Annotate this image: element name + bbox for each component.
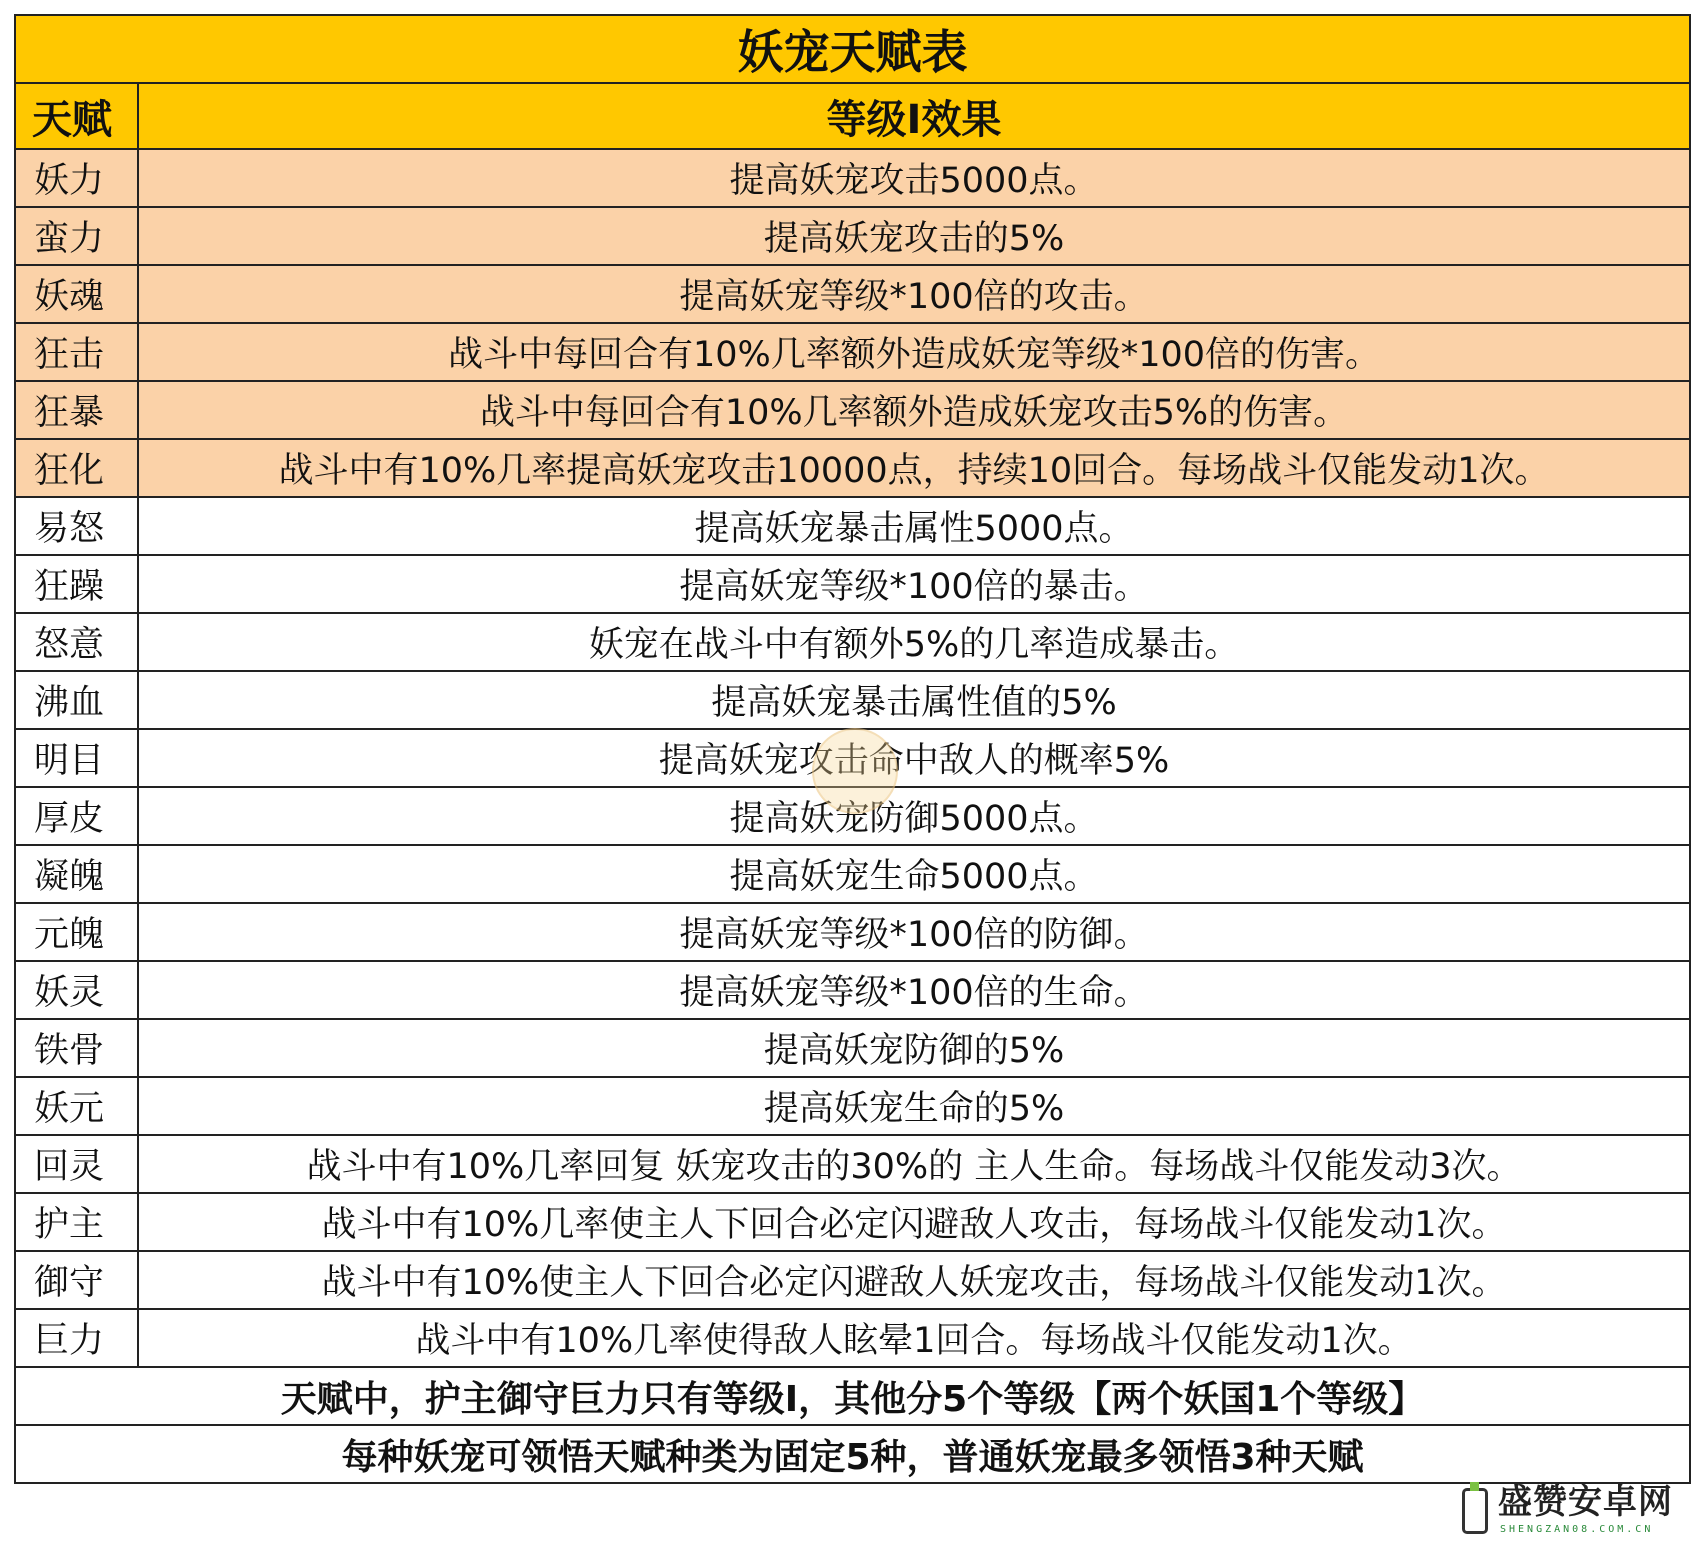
table-row (15, 903, 1690, 961)
table-title: 妖宠天赋表 (15, 15, 1690, 83)
table-row (15, 613, 1690, 671)
talent-name: 回灵 (15, 1135, 138, 1193)
talent-effect: 提高妖宠等级*100倍的防御。 (138, 903, 1690, 961)
talent-effect: 战斗中每回合有10%几率额外造成妖宠等级*100倍的伤害。 (138, 323, 1690, 381)
talent-name: 狂击 (15, 323, 138, 381)
logo-subtext: SHENGZAN08.COM.CN (1500, 1524, 1654, 1535)
table-row (15, 1019, 1690, 1077)
talent-name: 元魄 (15, 903, 138, 961)
table-row (15, 1251, 1690, 1309)
table-note-row (15, 1367, 1690, 1425)
talent-effect: 战斗中有10%几率使主人下回合必定闪避敌人攻击，每场战斗仅能发动1次。 (138, 1193, 1690, 1251)
talent-effect: 战斗中有10%几率回复 妖宠攻击的30%的 主人生命。每场战斗仅能发动3次。 (138, 1135, 1690, 1193)
talent-effect: 提高妖宠生命的5% (138, 1077, 1690, 1135)
table-row (15, 1193, 1690, 1251)
table-title-row (15, 15, 1690, 83)
table-row (15, 149, 1690, 207)
talent-effect: 提高妖宠攻击的5% (138, 207, 1690, 265)
talent-effect: 战斗中有10%几率使得敌人眩晕1回合。每场战斗仅能发动1次。 (138, 1309, 1690, 1367)
table-header-row (15, 83, 1690, 149)
talent-name: 妖灵 (15, 961, 138, 1019)
talent-effect: 提高妖宠暴击属性5000点。 (138, 497, 1690, 555)
talent-effect: 提高妖宠攻击5000点。 (138, 149, 1690, 207)
phone-icon (1462, 1488, 1488, 1534)
talent-name: 御守 (15, 1251, 138, 1309)
watermark-mascot (812, 728, 898, 814)
table-row (15, 439, 1690, 497)
talent-effect: 战斗中有10%几率提高妖宠攻击10000点，持续10回合。每场战斗仅能发动1次。 (138, 439, 1690, 497)
talent-effect: 妖宠在战斗中有额外5%的几率造成暴击。 (138, 613, 1690, 671)
table-row (15, 323, 1690, 381)
table-row (15, 497, 1690, 555)
logo-text: 盛赞安卓网 (1498, 1482, 1673, 1522)
talent-name: 易怒 (15, 497, 138, 555)
talent-name: 蛮力 (15, 207, 138, 265)
header-effect: 等级I效果 (138, 83, 1690, 149)
talent-effect: 提高妖宠防御的5% (138, 1019, 1690, 1077)
table-note: 每种妖宠可领悟天赋种类为固定5种，普通妖宠最多领悟3种天赋 (15, 1425, 1690, 1483)
table-row (15, 1077, 1690, 1135)
talent-name: 厚皮 (15, 787, 138, 845)
table-note: 天赋中，护主御守巨力只有等级I，其他分5个等级【两个妖国1个等级】 (15, 1367, 1690, 1425)
table-row (15, 671, 1690, 729)
talent-effect: 提高妖宠攻击命中敌人的概率5% (138, 729, 1690, 787)
talent-name: 妖力 (15, 149, 138, 207)
talent-effect: 战斗中有10%使主人下回合必定闪避敌人妖宠攻击，每场战斗仅能发动1次。 (138, 1251, 1690, 1309)
table-row (15, 555, 1690, 613)
table-row (15, 207, 1690, 265)
header-talent: 天赋 (15, 83, 138, 149)
talent-effect: 提高妖宠等级*100倍的暴击。 (138, 555, 1690, 613)
table-row (15, 845, 1690, 903)
talent-name: 狂暴 (15, 381, 138, 439)
talent-name: 狂化 (15, 439, 138, 497)
table-row (15, 1135, 1690, 1193)
talent-effect: 提高妖宠等级*100倍的生命。 (138, 961, 1690, 1019)
talent-effect: 提高妖宠防御5000点。 (138, 787, 1690, 845)
talent-name: 护主 (15, 1193, 138, 1251)
site-logo (1462, 1482, 1698, 1542)
talent-name: 妖元 (15, 1077, 138, 1135)
table-row (15, 381, 1690, 439)
talent-name: 沸血 (15, 671, 138, 729)
table-note-row (15, 1425, 1690, 1483)
talent-name: 狂躁 (15, 555, 138, 613)
talent-effect: 提高妖宠暴击属性值的5% (138, 671, 1690, 729)
table-row (15, 1309, 1690, 1367)
talent-effect: 战斗中每回合有10%几率额外造成妖宠攻击5%的伤害。 (138, 381, 1690, 439)
table-row (15, 265, 1690, 323)
talent-effect: 提高妖宠等级*100倍的攻击。 (138, 265, 1690, 323)
talent-name: 妖魂 (15, 265, 138, 323)
talent-name: 明目 (15, 729, 138, 787)
talent-name: 铁骨 (15, 1019, 138, 1077)
talent-effect: 提高妖宠生命5000点。 (138, 845, 1690, 903)
talent-name: 怒意 (15, 613, 138, 671)
talent-name: 凝魄 (15, 845, 138, 903)
talent-name: 巨力 (15, 1309, 138, 1367)
table-row (15, 961, 1690, 1019)
